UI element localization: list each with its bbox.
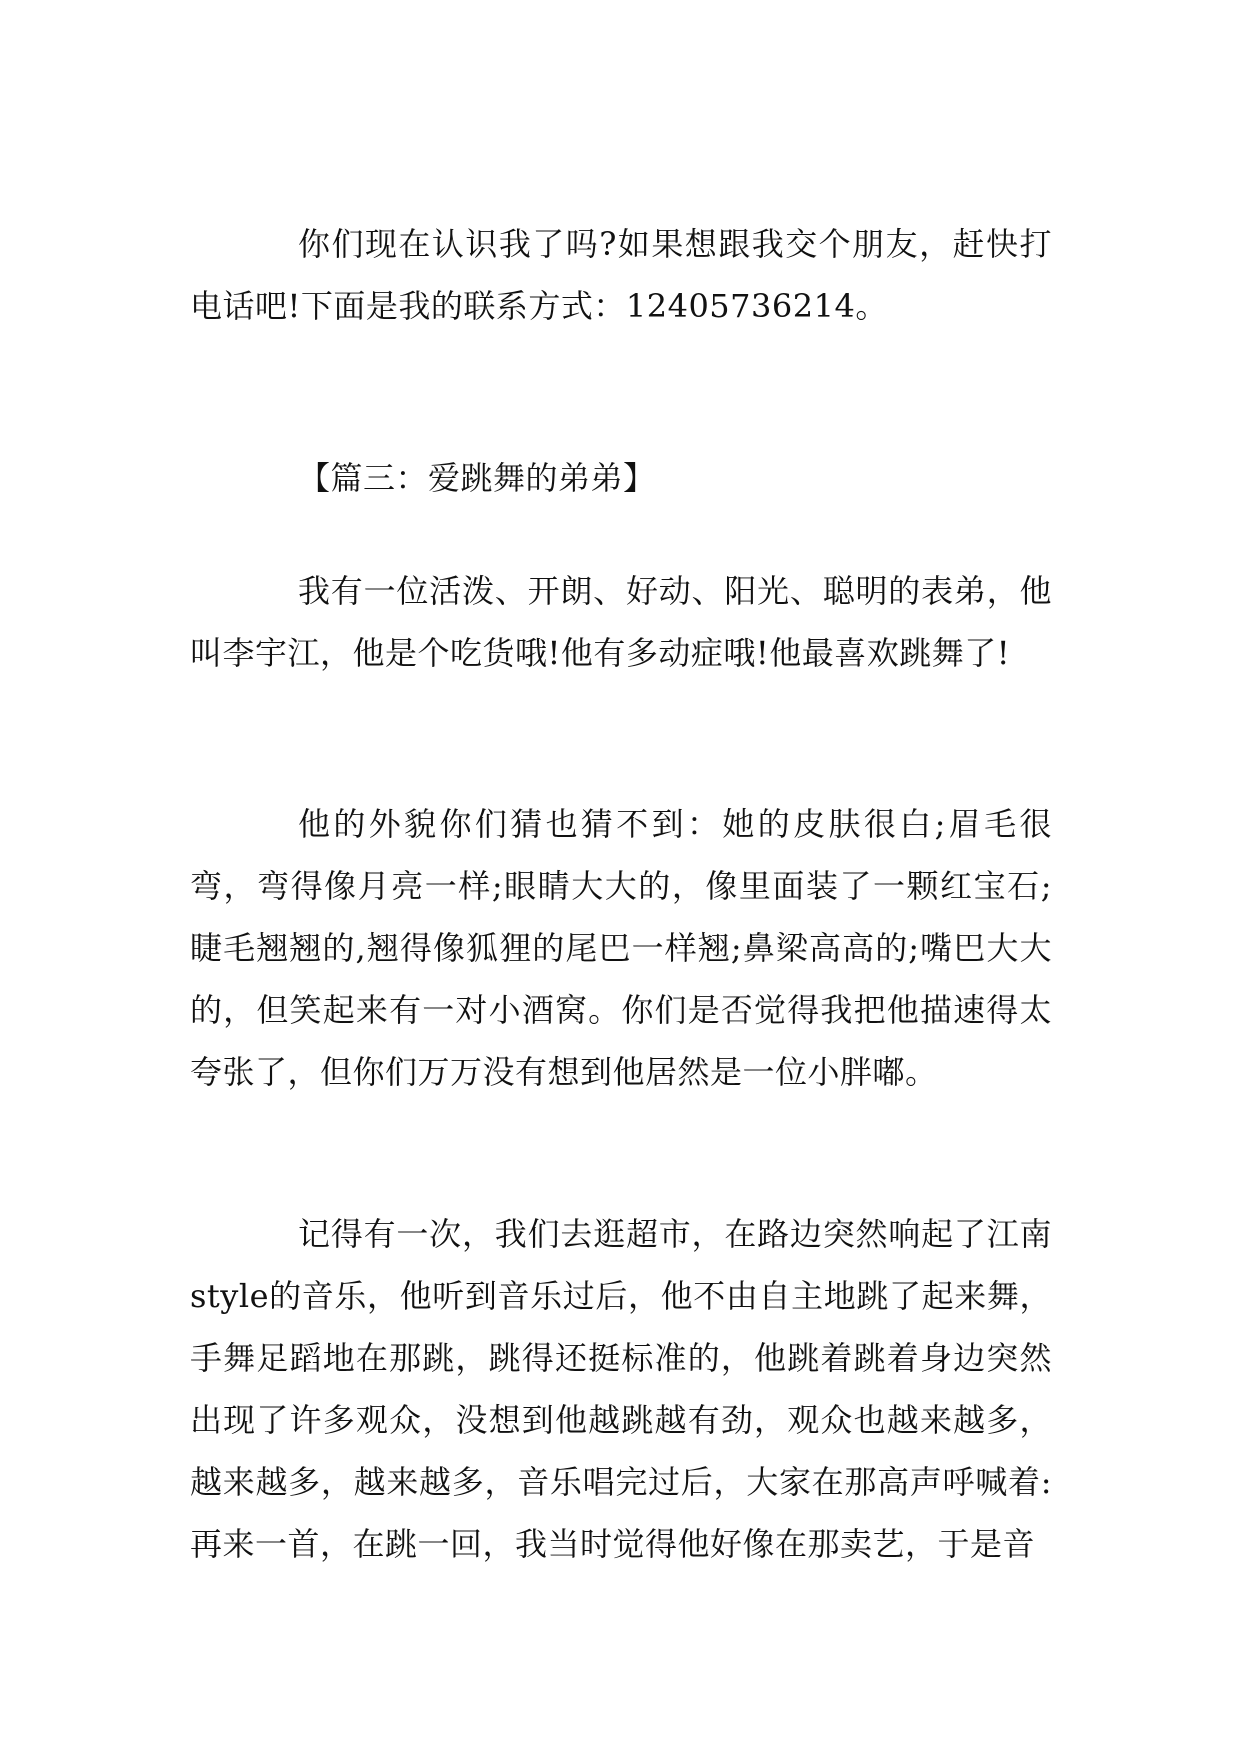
- paragraph-contact: 你们现在认识我了吗?如果想跟我交个朋友，赶快打电话吧!下面是我的联系方式：12405736214。: [190, 225, 1052, 325]
- section-heading: 【篇三：爱跳舞的弟弟】: [298, 459, 656, 497]
- paragraph-appearance: 他的外貌你们猜也猜不到：她的皮肤很白;眉毛很弯，弯得像月亮一样;眼睛大大的，像里面装了一颗红宝石;睫毛翘翘的,翘得像狐狸的尾巴一样翘;鼻梁高高的;嘴巴大大的，但笑起来有一对小酒窝。你们是否觉得我把他描速得太夸张了，但你们万万没有想到他居然是一位小胖嘟。: [190, 805, 1052, 1091]
- paragraph-intro: 我有一位活泼、开朗、好动、阳光、聪明的表弟，他叫李宇江，他是个吃货哦!他有多动症哦!他最喜欢跳舞了!: [190, 572, 1052, 672]
- paragraph-story: 记得有一次，我们去逛超市，在路边突然响起了江南style的音乐，他听到音乐过后，他不由自主地跳了起来舞，手舞足蹈地在那跳，跳得还挺标准的，他跳着跳着身边突然出现了许多观众，没想到他越跳越有劲，观众也越来越多，越来越多，越来越多，音乐唱完过后，大家在那高声呼喊着:再来一首，在跳一回，我当时觉得他好像在那卖艺，于是音: [190, 1215, 1052, 1563]
